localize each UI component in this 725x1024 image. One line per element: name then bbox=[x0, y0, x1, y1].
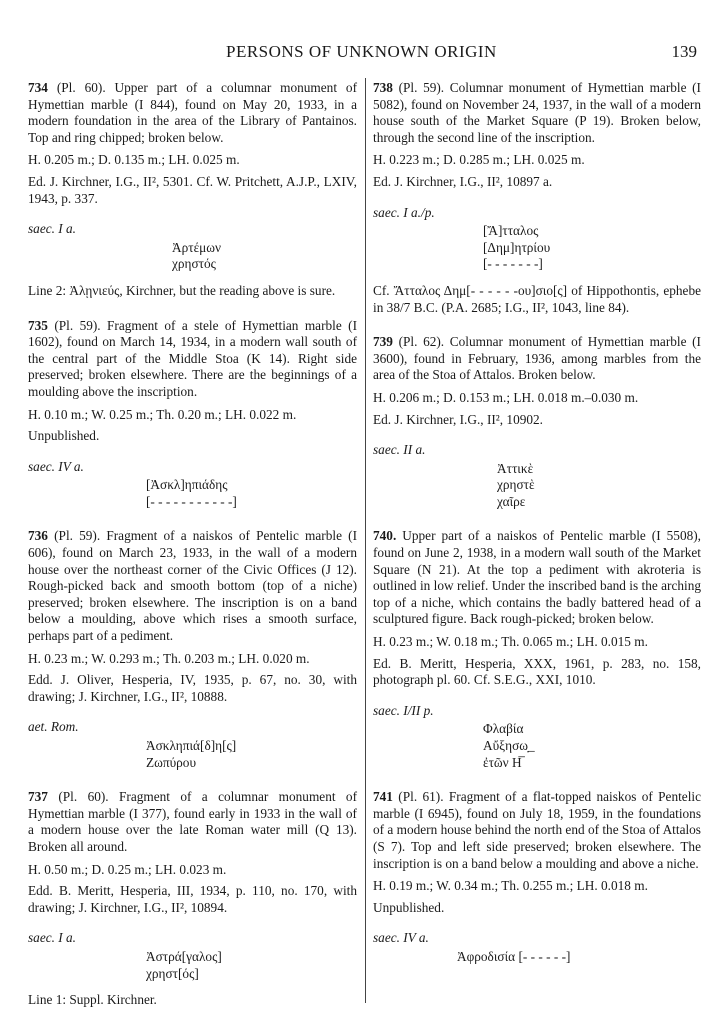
inscription-text: Φλαβία Αὔξησω̣_ ἐτῶν Η̅ bbox=[483, 721, 535, 770]
entry-date: saec. II a. bbox=[373, 442, 426, 458]
entry-date: saec. I a. bbox=[28, 930, 76, 946]
entry-references: Ed. B. Meritt, Hesperia, XXX, 1961, p. 283, no. 158, photograph pl. 60. Cf. S.E.G., XXI, 1010. bbox=[373, 655, 701, 688]
entry-734 bbox=[28, 80, 357, 300]
entry-measurements: H. 0.205 m.; D. 0.135 m.; LH. 0.025 m. bbox=[28, 152, 240, 168]
entry-measurements: H. 0.223 m.; D. 0.285 m.; LH. 0.025 m. bbox=[373, 152, 585, 168]
inscription-text: [Ἄ]τταλος [Δημ]ητρίου [- - - - - - -] bbox=[483, 223, 551, 272]
entry-measurements: H. 0.19 m.; W. 0.34 m.; Th. 0.255 m.; LH. 0.018 m. bbox=[373, 878, 648, 894]
inscription-text: Ἀσκληπιά[δ]η[ς] Ζωπύρου bbox=[146, 738, 237, 770]
entry-date: saec. IV a. bbox=[28, 458, 84, 474]
entry-description: 740. Upper part of a naiskos of Pentelic marble (I 5508), found on June 2, 1938, in a modern wall south of the Market Square (N 21). At the top a pediment with akroteria is outlined in low relief. Under the inscribed band is the arching top of a niche, which contains the badly battered head of a sculptured figure. Back rough-picked; broken below. bbox=[373, 528, 702, 627]
entry-description: 737 (Pl. 60). Fragment of a columnar monument of Hymettian marble (I 377), found early in 1933 in the wall of a modern house over the late Roman water mill (Q 13). Broken all around. bbox=[28, 789, 358, 854]
entry-description: 738 (Pl. 59). Columnar monument of Hymettian marble (I 5082), found on November 24, 1937, in the wall of a modern house south of the Market Square (P 19). Broken below, through the second line of the inscription. bbox=[373, 80, 701, 145]
left-column bbox=[28, 80, 357, 1017]
entry-date: aet. Rom. bbox=[28, 719, 79, 735]
entry-date: saec. I a./p. bbox=[373, 204, 435, 220]
entry-references: Unpublished. bbox=[373, 899, 445, 915]
entry-date: saec. I/II p. bbox=[373, 702, 434, 718]
right-column bbox=[373, 80, 701, 974]
entry-measurements: H. 0.50 m.; D. 0.25 m.; LH. 0.023 m. bbox=[28, 861, 227, 877]
entry-description: 736 (Pl. 59). Fragment of a naiskos of Pentelic marble (I 606), found on March 23, 1933, in the wall of a modern house over the northeast corner of the Civic Offices (J 12). Rough-picked back and smooth bottom (top of a niche) preserved; broken elsewhere. The inscription is on a band below a moulding, above which rises a smooth surface, perhaps part of a pediment. bbox=[28, 528, 357, 644]
entry-737 bbox=[28, 789, 357, 1009]
entry-references: Ed. J. Kirchner, I.G., II², 10902. bbox=[373, 411, 543, 427]
entry-references: Ed. J. Kirchner, I.G., II², 5301. Cf. W. Pritchett, A.J.P., LXIV, 1943, p. 337. bbox=[28, 173, 357, 206]
entry-description: 741 (Pl. 61). Fragment of a flat-topped naiskos of Pentelic marble (I 6945), found on July 18, 1959, in the foundations of a modern house behind the north end of the Stoa of Attalos (S 7). Top and left side preserved; broken elsewhere. The inscription is on a band below a moulding and above a niche. bbox=[373, 789, 701, 871]
entry-description: 739 (Pl. 62). Columnar monument of Hymettian marble (I 3600), found in February, 1936, among marbles from the area of the Stoa of Attalos. Broken below. bbox=[373, 334, 701, 383]
inscription-text: Ἀστρά[γαλος] χρηστ[ός] bbox=[146, 948, 222, 981]
entry-references: Edd. J. Oliver, Hesperia, IV, 1935, p. 67, no. 30, with drawing; J. Kirchner, I.G., II², 10888. bbox=[28, 672, 357, 704]
entry-738 bbox=[373, 80, 701, 316]
running-title: PERSONS OF UNKNOWN ORIGIN bbox=[226, 42, 497, 61]
entry-741 bbox=[373, 789, 701, 965]
entry-references: Ed. J. Kirchner, I.G., II², 10897 a. bbox=[373, 173, 553, 189]
entry-date: saec. IV a. bbox=[373, 930, 429, 946]
entry-references: Edd. B. Meritt, Hesperia, III, 1934, p. 110, no. 170, with drawing; J. Kirchner, I.G., II², 10894. bbox=[28, 883, 357, 915]
entry-description: 734 (Pl. 60). Upper part of a columnar monument of Hymettian marble (I 844), found on May 20, 1933, in a modern foundation in the area of the Library of Pantainos. Top and ring chipped; broken below. bbox=[28, 80, 358, 145]
entry-note: Line 2: Ἀλῃνιεύς, Kirchner, but the reading above is sure. bbox=[28, 282, 336, 298]
entry-740 bbox=[373, 528, 701, 771]
page-number: 139 bbox=[671, 42, 697, 61]
entry-739 bbox=[373, 334, 701, 510]
inscription-text: [Ἀσκλ]ηπιάδης [- - - - - - - - - - -] bbox=[146, 477, 237, 509]
entry-references: Unpublished. bbox=[28, 428, 100, 444]
entry-measurements: H. 0.23 m.; W. 0.18 m.; Th. 0.065 m.; LH. 0.015 m. bbox=[373, 634, 648, 650]
entry-description: 735 (Pl. 59). Fragment of a stele of Hymettian marble (I 1602), found on March 14, 1934, in a modern wall south of the central part of the Middle Stoa (K 14). Right side preserved; broken elsewhere. There are the beginnings of a moulding above the inscription. bbox=[28, 317, 357, 399]
entry-measurements: H. 0.10 m.; W. 0.25 m.; Th. 0.20 m.; LH. 0.022 m. bbox=[28, 406, 297, 422]
entry-736 bbox=[28, 528, 357, 771]
entry-note: Line 1: Suppl. Kirchner. bbox=[28, 992, 157, 1008]
inscription-text: Ἀττικὲ χρηστὲ χαῖρε bbox=[497, 460, 535, 509]
entry-measurements: H. 0.206 m.; D. 0.153 m.; LH. 0.018 m.–0.030 m. bbox=[373, 389, 639, 405]
entry-measurements: H. 0.23 m.; W. 0.293 m.; Th. 0.203 m.; LH. 0.020 m. bbox=[28, 650, 310, 666]
entry-date: saec. I a. bbox=[28, 221, 76, 237]
column-divider bbox=[365, 78, 366, 1003]
entry-note: Cf. Ἄτταλος Δημ[- - - - - -ου]σιο[ς] of Hippothontis, ephebe in 38/7 B.C. (P.A. 2685; I.G., II², 1043, line 84). bbox=[373, 282, 701, 315]
inscription-text: Ἀρτέμων χρηστός bbox=[172, 239, 222, 272]
entry-735 bbox=[28, 318, 357, 511]
inscription-text: Ἀφροδισία [- - - - - -] bbox=[457, 948, 571, 964]
page-header bbox=[28, 42, 697, 68]
